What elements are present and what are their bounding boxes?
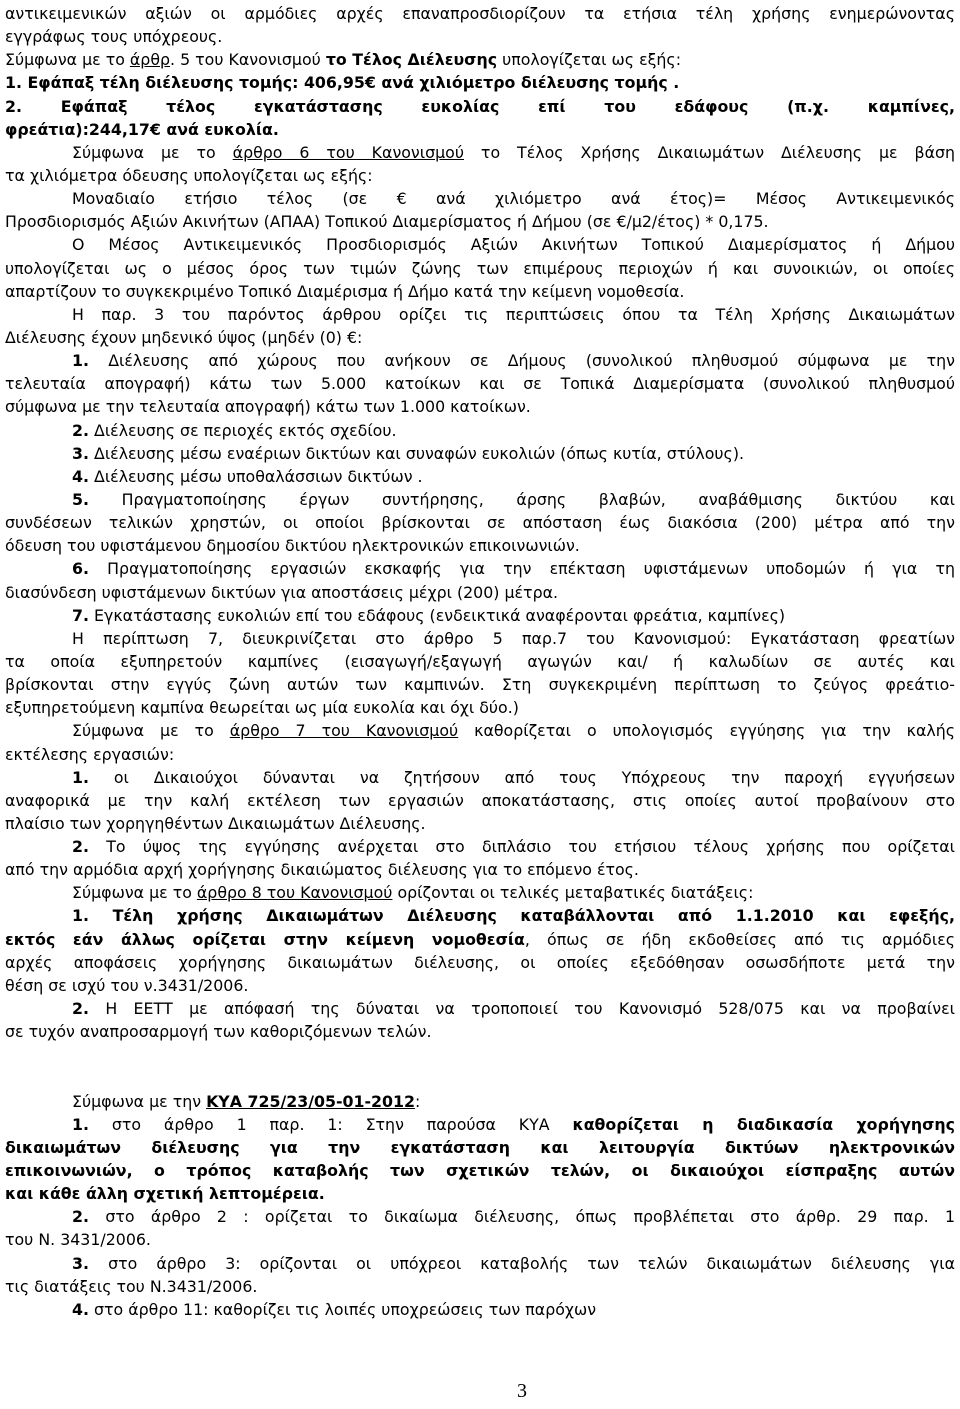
bold-text: το Τέλος Διέλευσης <box>325 50 498 70</box>
text-segment: Διέλευσης από χώρους που ανήκουν σε Δήμους (συνολικού πληθυσμού σύμφωνα με την <box>89 351 955 371</box>
list-item <box>5 488 955 511</box>
list-item <box>5 465 955 488</box>
text-segment: Η ΕΕΤΤ με απόφασή της δύναται να τροποποιεί του Κανονισμό 528/075 και να προβαίνει <box>89 999 955 1019</box>
list-number: 2. <box>72 837 89 857</box>
text-line: θέση σε ισχύ του ν.3431/2006. <box>5 975 249 995</box>
kya-reference: ΚΥΑ 725/23/05-01-2012 <box>206 1091 416 1111</box>
list-item: 1. Τέλη χρήσης Δικαιωμάτων Διέλευσης καταβάλλονται από 1.1.2010 και εφεξής, <box>72 906 955 926</box>
text-line: σε τυχόν αναπροσαρμογή των καθοριζόμενων τελών. <box>5 1022 432 1042</box>
text-line: αντικειμενικών αξιών οι αρμόδιες αρχές επαναπροσδιορίζουν τα ετήσια τέλη χρήσης ενημερώνοντας <box>5 4 955 23</box>
list-number: 3. <box>72 443 89 463</box>
text-line: τα οποία εξυπηρετούν καμπίνες (εισαγωγή/εξαγωγή αγωγών και/ ή καλωδίων σε αυτές και <box>5 651 955 671</box>
list-item <box>5 766 955 789</box>
text-line: τα χιλιόμετρα όδευσης υπολογίζεται ως εξής: <box>5 165 373 185</box>
text-segment: Διέλευσης μέσω εναέριων δικτύων και συναφών ευκολιών (όπως κυτία, στύλους). <box>89 443 744 463</box>
list-number: 7. <box>72 605 89 625</box>
text-segment: υπολογίζεται ως εξής: <box>497 50 682 70</box>
text-segment: Σύμφωνα με το <box>72 142 233 162</box>
text-segment: Διέλευσης μέσω υποθαλάσσιων δικτύων . <box>89 466 423 486</box>
text-line <box>5 1090 955 1113</box>
bold-text: εκτός εάν άλλως ορίζεται στην κείμενη νομοθεσία <box>5 929 525 949</box>
fee-item: 1. Εφάπαξ τέλη διέλευσης τομής: 406,95€ ανά χιλιόμετρο διέλευσης τομής . <box>5 73 680 93</box>
list-item <box>5 419 955 442</box>
list-item <box>5 604 955 627</box>
list-item <box>5 1252 955 1275</box>
article-reference: άρθρο 8 του Κανονισμού <box>196 883 393 903</box>
text-segment: Πραγματοποίησης έργων συντήρησης, άρσης βλαβών, αναβάθμισης δικτύου και <box>89 489 955 509</box>
text-segment: Διέλευσης σε περιοχές εκτός σχεδίου. <box>89 420 397 440</box>
list-item <box>5 557 955 580</box>
text-line: εκτέλεσης εργασιών: <box>5 744 175 764</box>
text-segment: Σύμφωνα με το <box>72 721 230 741</box>
text-segment: το Τέλος Χρήσης Δικαιωμάτων Διέλευσης με βάση <box>463 142 955 162</box>
text-segment: Σύμφωνα με την <box>72 1091 207 1111</box>
text-line <box>5 881 955 904</box>
text-line: τελευταία απογραφή) κάτω των 5.000 κατοίκων και σε Τοπικά Διαμερίσματα (συνολικού πληθυσμού <box>5 374 955 394</box>
text-line: εξυπηρετούμενη καμπίνα θεωρείται ως μία ευκολία και όχι δύο.) <box>5 698 519 718</box>
text-segment: Πραγματοποίησης εργασιών εκσκαφής για την επέκταση υφιστάμενων υποδομών ή για τη <box>89 559 955 579</box>
text-segment: στο άρθρο 11: καθορίζει τις λοιπές υποχρεώσεις των παρόχων <box>89 1299 597 1319</box>
text-segment: . 5 του Κανονισμού <box>170 50 326 70</box>
list-item <box>5 442 955 465</box>
text-line: πλαίσιο των χορηγηθέντων Δικαιωμάτων Διέλευσης. <box>5 813 426 833</box>
text-line: αναφορικά με την καλή εκτέλεση των εργασιών αποκατάστασης, στις οποίες αυτοί προβαίνουν στο <box>5 790 955 810</box>
text-segment: στο άρθρο 2 : ορίζεται το δικαίωμα διέλευσης, όπως προβλέπεται στο άρθρ. 29 παρ. 1 <box>89 1207 955 1227</box>
text-line: συνδέσεων τελικών χρηστών, οι οποίοι βρίσκονται σε απόσταση έως διακόσια (200) μέτρα από την <box>5 513 955 533</box>
text-line: σύμφωνα με την τελευταία απογραφή) κάτω των 1.000 κατοίκων. <box>5 397 531 417</box>
list-item <box>5 349 955 372</box>
list-number: 1. <box>72 351 89 371</box>
text-line: Διέλευσης έχουν μηδενικό ύψος (μηδέν (0) €: <box>5 327 363 347</box>
article-reference: άρθρ <box>129 50 171 70</box>
list-item <box>5 997 955 1020</box>
text-line: όδευση του υφιστάμενου δημοσίου δικτύου ηλεκτρονικών επικοινωνιών. <box>5 536 580 556</box>
text-line: βρίσκονται στην εγγύς ζώνη αυτών των καμπινών. Στη συγκεκριμένη περίπτωση το ζεύγος φρεάτιο- <box>5 675 955 695</box>
text-segment: Σύμφωνα με το <box>5 50 130 70</box>
text-segment: καθορίζεται ο υπολογισμός εγγύησης για την καλής <box>458 721 955 741</box>
text-line <box>5 928 955 951</box>
text-segment: Εγκατάστασης ευκολιών επί του εδάφους (ενδεικτικά αναφέρονται φρεάτια, καμπίνες) <box>89 605 786 625</box>
formula-line: Προσδιορισμός Αξιών Ακινήτων (ΑΠΑΑ) Τοπικού Διαμερίσματος ή Δήμου (σε €/μ2/έτος) * 0,175. <box>5 212 769 232</box>
document-page <box>5 2 955 1321</box>
text-line: αρχές αποφάσεις χορήγησης δικαιωμάτων διέλευσης, οι οποίες εξεδόθησαν οσωσδήποτε μετά την <box>5 952 955 972</box>
list-number: 1. <box>72 1114 89 1134</box>
text-line: από την αρμόδια αρχή χορήγησης δικαιώματος διέλευσης για το επόμενο έτος. <box>5 860 639 880</box>
text-line <box>5 48 955 71</box>
text-segment: στο άρθρο 3: ορίζονται οι υπόχρεοι καταβολής των τελών δικαιωμάτων διέλευσης για <box>89 1253 955 1273</box>
text-segment: , όπως σε ήδη εκδοθείσες από τις αρμόδιες <box>524 929 955 949</box>
bold-text: καθορίζεται η διαδικασία χορήγησης <box>572 1114 955 1134</box>
article-reference: άρθρο 7 του Κανονισμού <box>229 721 459 741</box>
list-item <box>5 835 955 858</box>
text-segment: Σύμφωνα με το <box>72 883 197 903</box>
text-line: διασύνδεση υφιστάμενων δικτύων για αποστάσεις μέχρι (200) μέτρα. <box>5 582 559 602</box>
text-line: επικοινωνιών, ο τρόπος καταβολής των σχετικών τελών, οι δικαιούχοι είσπραξης αυτών <box>5 1161 955 1181</box>
text-segment: στο άρθρο 1 παρ. 1: Στην παρούσα ΚΥΑ <box>89 1114 573 1134</box>
text-segment: ορίζονται οι τελικές μεταβατικές διατάξεις: <box>392 883 754 903</box>
text-line <box>5 141 955 164</box>
list-number: 3. <box>72 1253 89 1273</box>
text-line: υπολογίζεται ως ο μέσος όρος των τιμών ζώνης των επιμέρους περιοχών ή και συνοικιών, οι οποίες <box>5 258 955 278</box>
text-line: και κάθε άλλη σχετική λεπτομέρεια. <box>5 1184 325 1204</box>
list-item <box>5 1298 955 1321</box>
list-item <box>5 1205 955 1228</box>
blank-line <box>5 1066 955 1089</box>
fee-item: 2. Εφάπαξ τέλος εγκατάστασης ευκολίας επί του εδάφους (π.χ. καμπίνες, <box>5 96 955 116</box>
text-line <box>5 719 955 742</box>
text-line: Ο Μέσος Αντικειμενικός Προσδιορισμός Αξιών Ακινήτων Τοπικού Διαμερίσματος ή Δήμου <box>72 235 955 255</box>
list-number: 2. <box>72 1207 89 1227</box>
page-number: 3 <box>517 1380 527 1402</box>
text-segment: οι Δικαιούχοι δύνανται να ζητήσουν από τους Υπόχρεους την παροχή εγγυήσεων <box>89 767 955 787</box>
fee-item: φρεάτια):244,17€ ανά ευκολία. <box>5 119 279 139</box>
list-item <box>5 1113 955 1136</box>
list-number: 2. <box>72 999 89 1019</box>
list-number: 2. <box>72 420 89 440</box>
text-segment: Το ύψος της εγγύησης ανέρχεται στο διπλάσιο του ετήσιου τέλους χρήσης που ορίζεται <box>89 837 955 857</box>
formula-line: Μοναδιαίο ετήσιο τέλος (σε € ανά χιλιόμετρο ανά έτος)= Μέσος Αντικειμενικός <box>72 189 955 209</box>
list-number: 4. <box>72 466 89 486</box>
text-line: του Ν. 3431/2006. <box>5 1230 151 1250</box>
text-line: Η περίπτωση 7, διευκρινίζεται στο άρθρο 5 παρ.7 του Κανονισμού: Εγκατάσταση φρεατίων <box>72 628 955 648</box>
text-line: τις διατάξεις του Ν.3431/2006. <box>5 1276 258 1296</box>
article-reference: άρθρο 6 του Κανονισμού <box>232 142 464 162</box>
text-line: Η παρ. 3 του παρόντος άρθρου ορίζει τις περιπτώσεις όπου τα Τέλη Χρήσης Δικαιωμάτων <box>72 304 955 324</box>
list-number: 6. <box>72 559 89 579</box>
list-number: 5. <box>72 489 89 509</box>
list-number: 4. <box>72 1299 89 1319</box>
text-line: δικαιωμάτων διέλευσης για την εγκατάσταση και λειτουργία δικτύων ηλεκτρονικών <box>5 1137 955 1157</box>
text-segment: : <box>415 1091 421 1111</box>
text-line: εγγράφως τους υπόχρεους. <box>5 27 223 47</box>
text-line: απαρτίζουν το συγκεκριμένο Τοπικό Διαμέρισμα ή Δήμο κατά την κείμενη νομοθεσία. <box>5 281 685 301</box>
list-number: 1. <box>72 767 89 787</box>
blank-line <box>5 1043 955 1066</box>
